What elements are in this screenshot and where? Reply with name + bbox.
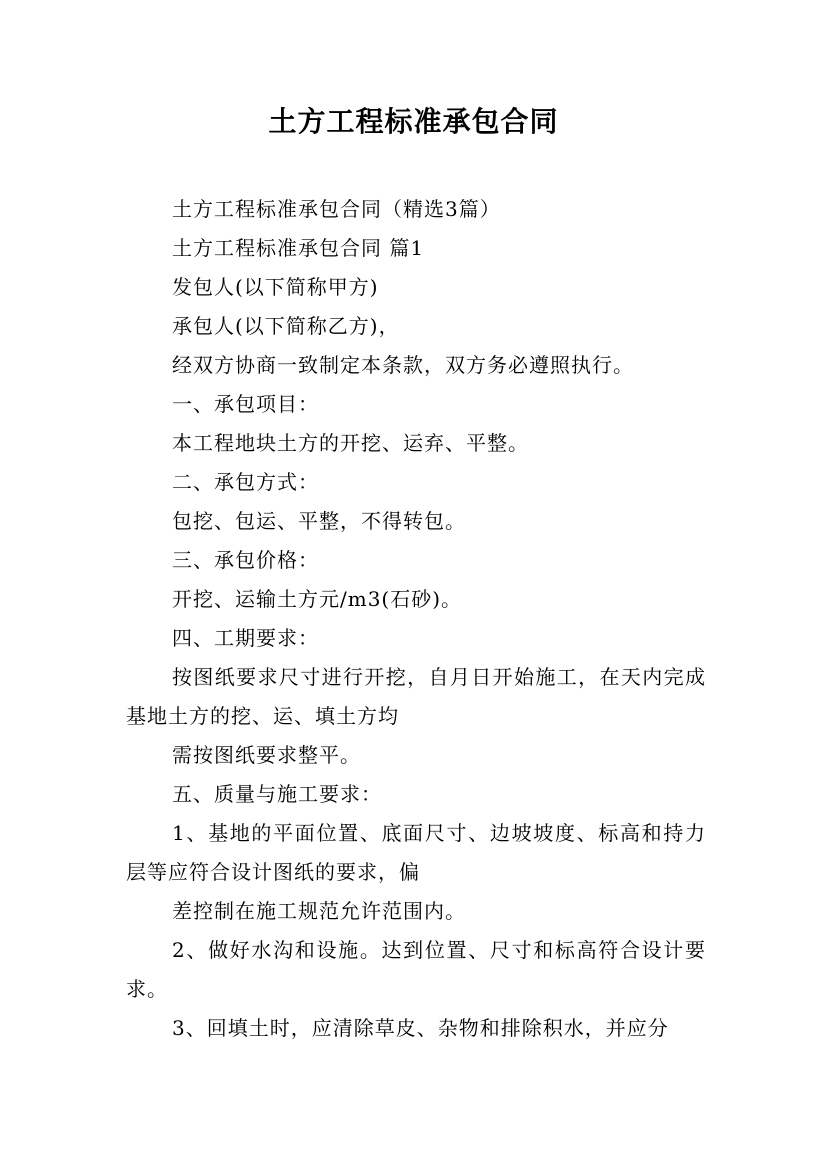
paragraph: 发包人(以下简称甲方) — [172, 275, 379, 299]
paragraph: 1、基地的平面位置、底面尺寸、边坡坡度、标高和持力层等应符合设计图纸的要求，偏 — [126, 821, 706, 884]
paragraph: 土方工程标准承包合同 篇1 — [172, 236, 425, 260]
section-heading: 五、质量与施工要求： — [172, 782, 382, 806]
paragraph: 按图纸要求尺寸进行开挖，自月日开始施工，在天内完成基地土方的挖、运、填土方均 — [126, 665, 706, 728]
paragraph: 开挖、运输土方元/m3(石砂)。 — [172, 587, 463, 611]
paragraph: 土方工程标准承包合同（精选3篇） — [172, 197, 501, 221]
paragraph: 差控制在施工规范允许范围内。 — [172, 899, 466, 923]
document-title: 土方工程标准承包合同 — [268, 105, 559, 138]
document-body — [126, 190, 706, 1048]
paragraph: 2、做好水沟和设施。达到位置、尺寸和标高符合设计要求。 — [126, 938, 706, 1001]
paragraph: 需按图纸要求整平。 — [172, 743, 361, 767]
paragraph: 本工程地块土方的开挖、运弃、平整。 — [172, 431, 529, 455]
paragraph: 承包人(以下简称乙方)， — [172, 314, 400, 338]
section-heading: 四、工期要求： — [172, 626, 319, 650]
paragraph: 3、回填土时，应清除草皮、杂物和排除积水，并应分 — [172, 1016, 669, 1040]
paragraph: 包挖、包运、平整，不得转包。 — [172, 509, 466, 533]
section-heading: 二、承包方式： — [172, 470, 319, 494]
section-heading: 一、承包项目： — [172, 392, 319, 416]
section-heading: 三、承包价格： — [172, 548, 319, 572]
paragraph: 经双方协商一致制定本条款，双方务必遵照执行。 — [172, 353, 634, 377]
